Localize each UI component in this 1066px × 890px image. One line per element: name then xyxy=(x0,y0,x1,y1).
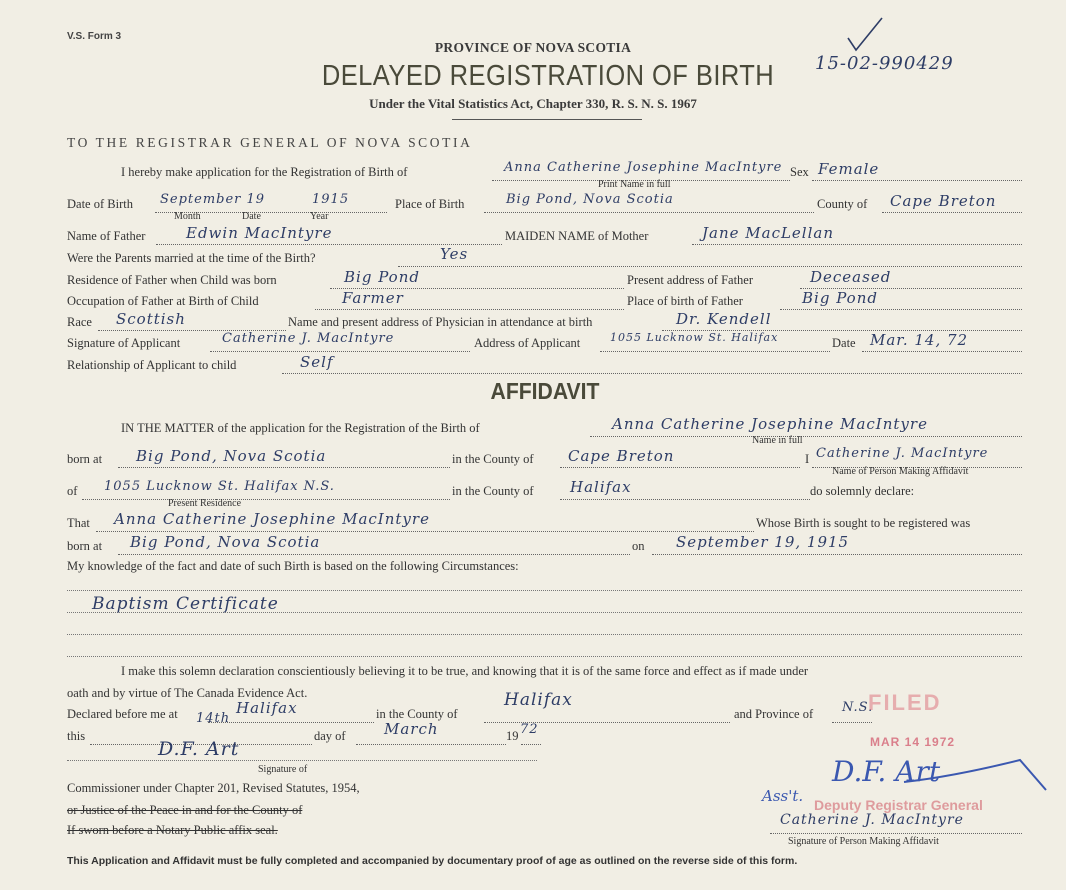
form-subtitle: Under the Vital Statistics Act, Chapter 330, R. S. N. S. 1967 xyxy=(369,96,697,111)
and-province-label: and Province of xyxy=(734,707,814,721)
mother-maiden-label: MAIDEN NAME of Mother xyxy=(505,229,649,243)
county-value: Cape Breton xyxy=(890,192,997,210)
residence-value: 1055 Lucknow St. Halifax N.S. xyxy=(104,479,335,494)
form-title: DELAYED REGISTRATION OF BIRTH xyxy=(321,60,775,92)
present-residence-caption: Present Residence xyxy=(168,498,242,509)
applicant-address-label: Address of Applicant xyxy=(474,336,581,350)
application-date-line xyxy=(862,351,1022,352)
person-making-caption: Name of Person Making Affidavit xyxy=(832,466,969,477)
father-occupation-line xyxy=(315,309,624,310)
born-county-value: Cape Breton xyxy=(568,447,675,465)
date-caption: Date xyxy=(242,211,261,222)
year-caption: Year xyxy=(310,211,329,222)
county-label: County of xyxy=(817,197,868,211)
father-birthplace-label: Place of birth of Father xyxy=(627,294,743,308)
born-at-line-2 xyxy=(118,554,630,555)
circumstances-value: Baptism Certificate xyxy=(92,594,279,614)
dob-label: Date of Birth xyxy=(67,197,133,211)
applicant-address-value: 1055 Lucknow St. Halifax xyxy=(610,331,779,344)
in-county-label: in the County of xyxy=(452,452,534,466)
circumstances-line-4 xyxy=(67,656,1022,657)
that-value: Anna Catherine Josephine MacIntyre xyxy=(114,510,430,528)
residence-county-line xyxy=(560,499,810,500)
affiant-signature-caption: Signature of Person Making Affidavit xyxy=(788,836,939,847)
on-label: on xyxy=(632,539,645,553)
father-occupation-value: Farmer xyxy=(342,289,404,307)
mother-maiden-value: Jane MacLellan xyxy=(702,224,835,242)
born-at-label-2: born at xyxy=(67,539,103,553)
father-present-address-label: Present address of Father xyxy=(627,273,754,287)
commissioner-signature-line xyxy=(67,760,537,761)
father-present-address-value: Deceased xyxy=(810,268,892,286)
check-mark-icon xyxy=(842,14,886,54)
residence-line xyxy=(82,499,450,500)
physician-value: Dr. Kendell xyxy=(676,310,772,328)
affidavit-child-line xyxy=(590,436,1022,437)
month-value: March xyxy=(384,720,439,738)
declared-county-value: Halifax xyxy=(504,690,573,710)
province-value: N.S. xyxy=(842,700,874,715)
father-residence-label: Residence of Father when Child was born xyxy=(67,273,277,287)
this-label: this xyxy=(67,729,86,743)
race-value: Scottish xyxy=(116,310,186,328)
commissioner-label: Commissioner under Chapter 201, Revised Statutes, 1954, xyxy=(67,781,360,795)
apply-label: I hereby make application for the Registration of Birth of xyxy=(121,165,408,179)
sex-value: Female xyxy=(818,160,880,178)
in-county-label-3: in the County of xyxy=(376,707,458,721)
applicant-signature-value: Catherine J. MacIntyre xyxy=(222,331,395,346)
deputy-registrar-stamp: Deputy Registrar General xyxy=(814,797,983,813)
race-label: Race xyxy=(67,315,92,329)
father-occupation-label: Occupation of Father at Birth of Child xyxy=(67,294,259,308)
footer-note: This Application and Affidavit must be fully completed and accompanied by documentary proof of age as outlined on the reverse side of this form. xyxy=(67,855,798,867)
commissioner-signature: D.F. Art xyxy=(158,738,240,760)
whose-birth-label: Whose Birth is sought to be registered was xyxy=(756,516,971,530)
signature-of-caption: Signature of xyxy=(258,764,308,775)
born-county-line xyxy=(560,467,800,468)
registrar-signature: D.F. Art xyxy=(832,755,941,788)
declaration-line-2: oath and by virtue of The Canada Evidence Act. xyxy=(67,686,308,700)
form-number: V.S. Form 3 xyxy=(67,31,122,42)
in-county-label-2: in the County of xyxy=(452,484,534,498)
of-label: of xyxy=(67,484,78,498)
dob-year: 1915 xyxy=(312,192,350,207)
father-name-value: Edwin MacIntyre xyxy=(186,224,333,242)
day-value: 14th xyxy=(196,711,231,726)
person-making-value: Catherine J. MacIntyre xyxy=(816,446,989,461)
declaration-line-1: I make this solemn declaration conscientiously believing it to be true, and knowing that it is of the same force and effect as if made under xyxy=(121,664,809,678)
month-caption: Month xyxy=(174,211,201,222)
application-date-label: Date xyxy=(832,336,856,350)
born-at-line xyxy=(118,467,450,468)
affiant-signature: Catherine J. MacIntyre xyxy=(780,812,964,828)
place-of-birth-value: Big Pond, Nova Scotia xyxy=(506,192,674,207)
child-name-value: Anna Catherine Josephine MacIntyre xyxy=(504,160,783,175)
physician-label: Name and present address of Physician in attendance at birth xyxy=(288,315,593,329)
declared-before-label: Declared before me at xyxy=(67,707,178,721)
registration-number: 15-02-990429 xyxy=(815,53,954,74)
registrar-prefix: Ass't. xyxy=(762,787,804,805)
in-the-matter-label: IN THE MATTER of the application for the Registration of the Birth of xyxy=(121,421,480,435)
sex-label: Sex xyxy=(790,165,809,179)
declared-place-line xyxy=(208,722,374,723)
do-solemnly-label: do solemnly declare: xyxy=(810,484,915,498)
subtitle-rule xyxy=(452,119,642,120)
circumstances-line-3 xyxy=(67,634,1022,635)
month-line xyxy=(356,744,506,745)
that-line xyxy=(96,531,754,532)
that-label: That xyxy=(67,516,90,530)
day-of-label: day of xyxy=(314,729,346,743)
applicant-address-line xyxy=(600,351,830,352)
knowledge-label: My knowledge of the fact and date of such Birth is based on the following Circumstances: xyxy=(67,559,519,573)
applicant-signature-label: Signature of Applicant xyxy=(67,336,181,350)
year-line xyxy=(521,744,541,745)
on-value: September 19, 1915 xyxy=(676,533,850,551)
father-birthplace-value: Big Pond xyxy=(802,289,878,307)
justice-label: or Justice of the Peace in and for the County of xyxy=(67,803,303,817)
relationship-label: Relationship of Applicant to child xyxy=(67,358,237,372)
affidavit-heading: AFFIDAVIT xyxy=(490,378,600,404)
affidavit-child-name: Anna Catherine Josephine MacIntyre xyxy=(612,415,928,433)
i-label: I xyxy=(805,452,810,466)
declared-place-value: Halifax xyxy=(236,699,298,717)
registrar-signature-flourish-icon xyxy=(900,752,1050,794)
print-name-caption: Print Name in full xyxy=(598,179,671,190)
mother-maiden-line xyxy=(692,244,1022,245)
father-name-label: Name of Father xyxy=(67,229,146,243)
parents-married-label: Were the Parents married at the time of the Birth? xyxy=(67,251,316,265)
parents-married-value: Yes xyxy=(440,245,469,263)
county-line xyxy=(882,212,1022,213)
addressee-line: TO THE REGISTRAR GENERAL OF NOVA SCOTIA xyxy=(67,135,473,150)
place-of-birth-label: Place of Birth xyxy=(395,197,465,211)
filed-stamp: FILED xyxy=(868,690,942,715)
born-at-value-2: Big Pond, Nova Scotia xyxy=(130,533,321,551)
affiant-signature-line xyxy=(770,833,1022,834)
filed-date-stamp: MAR 14 1972 xyxy=(870,735,956,749)
year-value: 72 xyxy=(520,722,539,737)
residence-county-value: Halifax xyxy=(570,478,632,496)
father-residence-value: Big Pond xyxy=(344,268,420,286)
born-at-value: Big Pond, Nova Scotia xyxy=(136,447,327,465)
application-date-value: Mar. 14, 72 xyxy=(870,331,969,349)
province-line xyxy=(832,722,872,723)
notary-label: If sworn before a Notary Public affix seal. xyxy=(67,823,278,837)
year-prefix-label: 19 xyxy=(506,729,519,743)
parents-married-line xyxy=(398,266,1022,267)
father-birthplace-line xyxy=(780,309,1022,310)
relationship-line xyxy=(282,373,1022,374)
born-at-label: born at xyxy=(67,452,103,466)
dob-month-day: September 19 xyxy=(160,192,266,207)
province-heading: PROVINCE OF NOVA SCOTIA xyxy=(434,40,632,55)
sex-line xyxy=(812,180,1022,181)
name-in-full-caption: Name in full xyxy=(752,435,803,446)
on-line xyxy=(652,554,1022,555)
relationship-value: Self xyxy=(300,353,334,371)
place-of-birth-line xyxy=(484,212,814,213)
applicant-signature-line xyxy=(210,351,470,352)
circumstances-line-1 xyxy=(67,590,1022,591)
